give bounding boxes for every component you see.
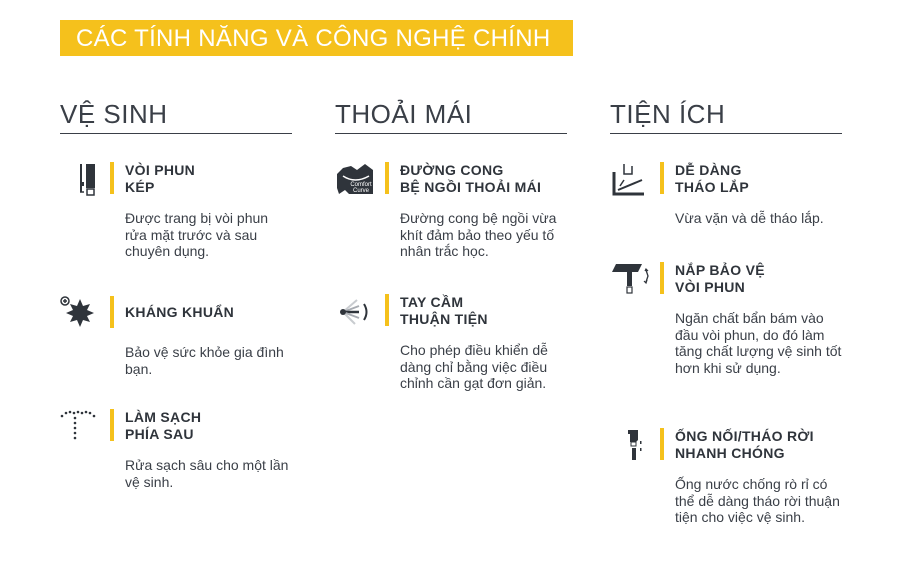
accent-bar <box>110 162 114 194</box>
accent-bar <box>660 162 664 194</box>
accent-bar <box>110 296 114 328</box>
column-title: VỆ SINH <box>60 98 292 134</box>
nozzle-cover-icon <box>610 262 654 294</box>
feature-description: Vừa vặn và dễ tháo lắp. <box>675 210 824 226</box>
dual-nozzle-icon <box>60 162 104 194</box>
section-banner: CÁC TÍNH NĂNG VÀ CÔNG NGHỆ CHÍNH <box>60 20 573 56</box>
accent-bar <box>660 262 664 294</box>
feature-title: TAY CẦM THUẬN TIỆN <box>400 294 488 327</box>
feature-description: Bảo vệ sức khỏe gia đình bạn. <box>125 344 284 377</box>
quick-connector-icon <box>610 428 654 460</box>
column-comfort <box>335 98 567 391</box>
svg-text:Comfort: Comfort <box>350 182 372 188</box>
accent-bar <box>110 409 114 441</box>
feature-title: ĐƯỜNG CONG BỆ NGỒI THOẢI MÁI <box>400 162 542 195</box>
antibacterial-icon <box>60 296 104 328</box>
comfort-curve-icon <box>335 162 379 194</box>
column-title: THOẢI MÁI <box>335 98 567 134</box>
accent-bar <box>385 162 389 194</box>
feature-description: Đường cong bệ ngồi vừa khít đảm bảo theo yếu tố nhân trắc học. <box>400 210 557 259</box>
column-hygiene <box>60 98 292 490</box>
svg-text:Curve: Curve <box>352 188 370 194</box>
feature-title: ỐNG NỐI/THÁO RỜI NHANH CHÓNG <box>675 428 814 461</box>
column-convenience <box>610 98 842 525</box>
feature-description: Cho phép điều khiển dễ dàng chỉ bằng việc điều chỉnh cần gạt đơn giản. <box>400 342 548 391</box>
feature-title: VÒI PHUN KÉP <box>125 162 196 195</box>
feature-description: Rửa sạch sâu cho một lần vệ sinh. <box>125 457 289 490</box>
feature-description: Được trang bị vòi phun rửa mặt trước và sau chuyên dụng. <box>125 210 269 259</box>
rear-cleansing-icon <box>60 409 104 441</box>
accent-bar <box>385 294 389 326</box>
feature-description: Ngăn chất bẩn bám vào đầu vòi phun, do đó làm tăng chất lượng vệ sinh tốt hơn khi sử dụng. <box>675 310 842 376</box>
lever-handle-icon <box>335 294 379 326</box>
easy-install-icon <box>610 162 654 194</box>
feature-title: NẮP BẢO VỆ VÒI PHUN <box>675 262 765 295</box>
feature-title: KHÁNG KHUẨN <box>125 304 235 320</box>
feature-title: LÀM SẠCH PHÍA SAU <box>125 409 202 442</box>
feature-description: Ống nước chống rò rỉ có thể dễ dàng tháo rời thuận tiện cho việc vệ sinh. <box>675 476 840 525</box>
column-title: TIỆN ÍCH <box>610 98 842 134</box>
accent-bar <box>660 428 664 460</box>
feature-title: DỄ DÀNG THÁO LẮP <box>675 162 749 195</box>
